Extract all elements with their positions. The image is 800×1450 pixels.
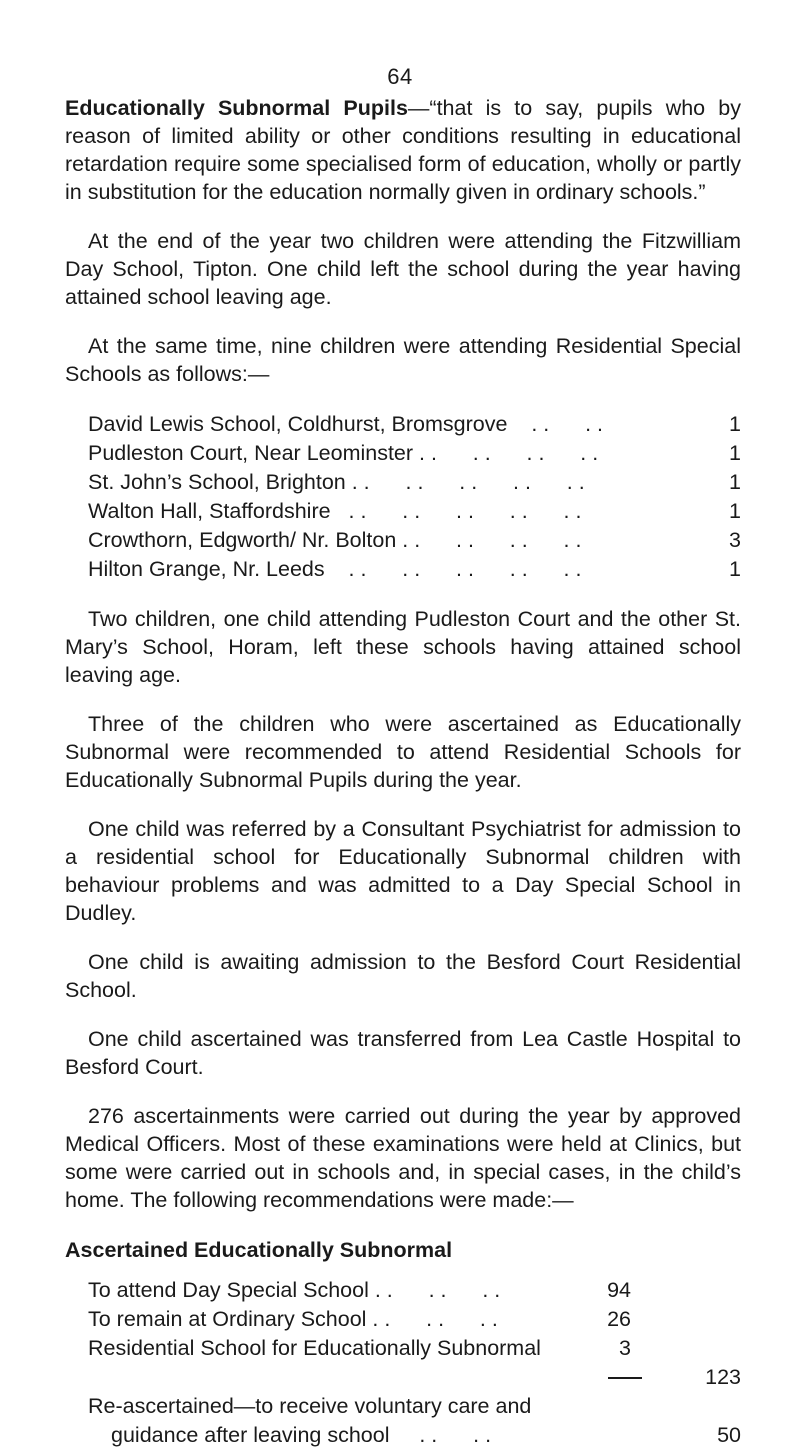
school-list [88,410,741,584]
school-count: 1 [729,441,741,465]
two-children-paragraph: Two children, one child attending Pudleston Court and the other St. Mary’s School, Horam, left these schools having attained school leaving age. [65,607,741,687]
school-name: Walton Hall, Staffordshire . . . . . . . . . . [88,499,582,523]
school-name: David Lewis School, Coldhurst, Bromsgrove . . . . [88,412,604,436]
school-row [88,497,741,526]
school-row [88,468,741,497]
three-children-paragraph: Three of the children who were ascertained as Educationally Subnormal were recommended to attend Residential Schools for Educationally Subnormal Pupils during the year. [65,712,741,792]
school-count: 3 [729,528,741,552]
reascertained-row [88,1421,741,1450]
residential-intro-paragraph: At the same time, nine children were attending Residential Special Schools as follows:— [65,334,741,386]
school-row [88,410,741,439]
ascertained-heading: Ascertained Educationally Subnormal [65,1238,453,1262]
document-body [65,94,741,1450]
ascertained-table [88,1276,741,1450]
reascertained-row [88,1392,741,1421]
intro-term: Educationally Subnormal Pupils [65,96,408,120]
ascertained-total: 123 [705,1365,741,1389]
ascertained-row [88,1276,741,1305]
reascertained-label: Re-ascertained—to receive voluntary care and [88,1394,532,1418]
school-name: Crowthorn, Edgworth/ Nr. Bolton . . . . . . . . [88,528,582,552]
total-rule [608,1377,642,1379]
school-name: Pudleston Court, Near Leominster . . . . . . . . [88,441,599,465]
referred-paragraph: One child was referred by a Consultant Psychiatrist for admission to a residential school for Educationally Subnormal children with behaviour problems and was admitted to a Day Special School in Dudley. [65,817,741,925]
intro-definition: —“that is to say, pupils who by reason of limited ability or other conditions resulting in educational retardation require some specialised form of education, wholly or partly in substitution for the education normally given in ordinary schools.” [65,96,741,204]
ascertained-label: To remain at Ordinary School . . . . . . [88,1307,498,1331]
reascertained-value: 50 [717,1423,741,1447]
reascertained-label-continued: guidance after leaving school . . . . [111,1423,492,1447]
school-row [88,555,741,584]
school-count: 1 [729,412,741,436]
school-name: Hilton Grange, Nr. Leeds . . . . . . . . . . [88,557,582,581]
school-count: 1 [729,470,741,494]
transferred-paragraph: One child ascertained was transferred from Lea Castle Hospital to Besford Court. [65,1027,741,1079]
fitzwilliam-paragraph: At the end of the year two children were attending the Fitzwilliam Day School, Tipton. One child left the school during the year having attained school leaving age. [65,229,741,309]
ascertained-value: 94 [607,1278,631,1302]
school-count: 1 [729,557,741,581]
page-number: 64 [387,64,413,89]
ascertained-row [88,1334,741,1363]
school-row [88,439,741,468]
school-count: 1 [729,499,741,523]
ascertained-label: To attend Day Special School . . . . . . [88,1278,501,1302]
school-name: St. John’s School, Brighton . . . . . . . . . . [88,470,585,494]
school-row [88,526,741,555]
ascertainments-paragraph: 276 ascertainments were carried out during the year by approved Medical Officers. Most of these examinations were held at Clinics, but some were carried out in schools and, in special cases, in the child’s home. The following recommendations were made:— [65,1104,741,1212]
ascertained-total-row [88,1363,741,1392]
intro-paragraph [65,94,741,206]
ascertained-value: 3 [619,1336,631,1360]
ascertained-value: 26 [607,1307,631,1331]
ascertained-label: Residential School for Educationally Subnormal [88,1336,541,1360]
awaiting-paragraph: One child is awaiting admission to the Besford Court Residential School. [65,950,741,1002]
ascertained-row [88,1305,741,1334]
